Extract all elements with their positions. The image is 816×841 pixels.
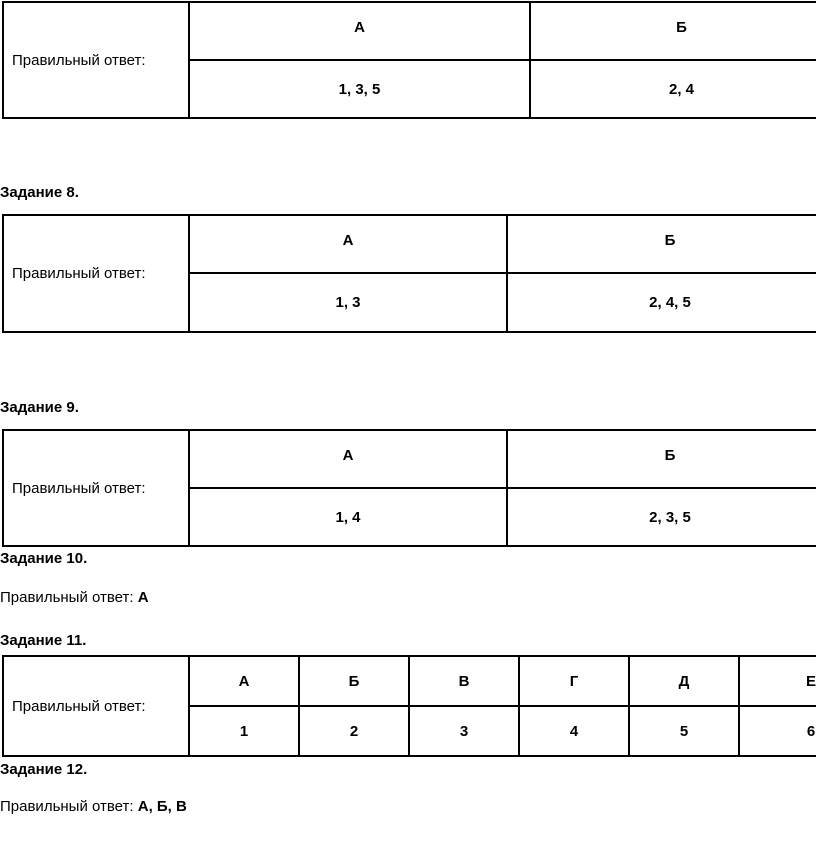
answer-cell-b: 2: [299, 706, 409, 756]
column-header-b: Б: [507, 430, 816, 488]
answer-cell-a: 1, 4: [189, 488, 507, 546]
answer-cell-a: 1: [189, 706, 299, 756]
column-header-v: В: [409, 656, 519, 706]
column-header-e: Е: [739, 656, 816, 706]
answer-label: Правильный ответ:: [0, 798, 134, 815]
task-10-answer-line: [0, 589, 149, 606]
column-header-b: Б: [507, 215, 816, 273]
answer-table-top: [2, 1, 816, 119]
answer-table-task-8: [2, 214, 816, 333]
task-11-heading: Задание 11.: [0, 632, 87, 649]
task-12-answer-line: [0, 798, 187, 815]
answer-value: А, Б, В: [137, 798, 187, 815]
answer-table-task-11: [2, 655, 816, 757]
answer-value: А: [137, 589, 149, 606]
answer-label: Правильный ответ:: [3, 656, 189, 756]
answer-label: Правильный ответ:: [3, 430, 189, 546]
column-header-a: А: [189, 656, 299, 706]
answer-cell-d: 5: [629, 706, 739, 756]
column-header-a: А: [189, 430, 507, 488]
answer-cell-a: 1, 3: [189, 273, 507, 332]
task-8-heading: Задание 8.: [0, 184, 79, 201]
answer-table-task-9: [2, 429, 816, 547]
task-10-heading: Задание 10.: [0, 550, 88, 567]
answer-cell-b: 2, 3, 5: [507, 488, 816, 546]
answer-cell-v: 3: [409, 706, 519, 756]
column-header-b: Б: [530, 2, 816, 60]
answer-cell-g: 4: [519, 706, 629, 756]
column-header-b: Б: [299, 656, 409, 706]
answer-label: Правильный ответ:: [3, 2, 189, 118]
column-header-a: А: [189, 215, 507, 273]
column-header-d: Д: [629, 656, 739, 706]
answer-cell-a: 1, 3, 5: [189, 60, 530, 118]
answer-cell-e: 6: [739, 706, 816, 756]
task-12-heading: Задание 12.: [0, 761, 88, 778]
answer-label: Правильный ответ:: [3, 215, 189, 332]
answer-cell-b: 2, 4, 5: [507, 273, 816, 332]
column-header-g: Г: [519, 656, 629, 706]
answer-label: Правильный ответ:: [0, 589, 134, 606]
answer-cell-b: 2, 4: [530, 60, 816, 118]
task-9-heading: Задание 9.: [0, 399, 79, 416]
column-header-a: А: [189, 2, 530, 60]
